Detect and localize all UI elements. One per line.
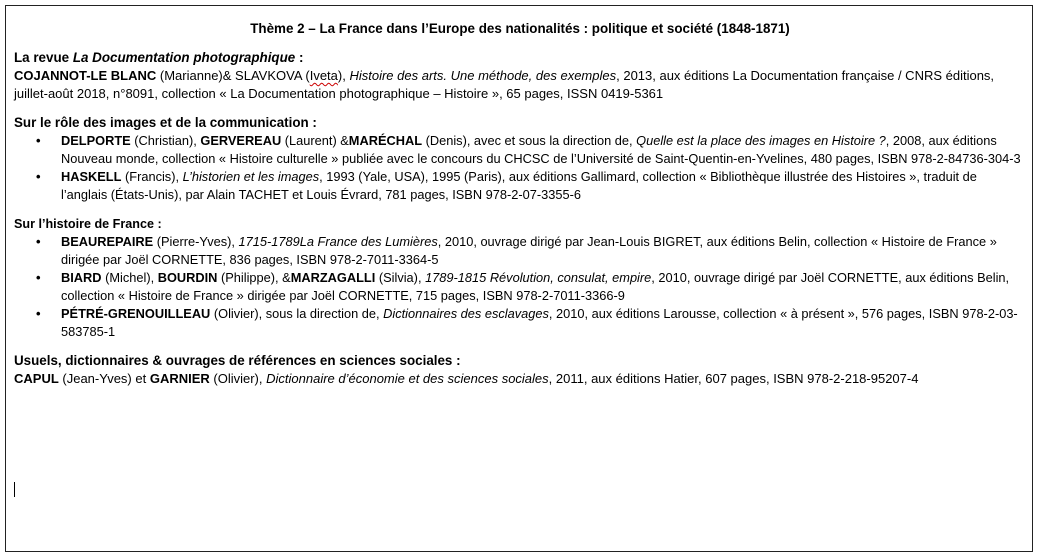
list-item <box>14 233 1026 269</box>
entry-details: , 2010, aux éditions Larousse, collection « à présent », 576 pages, ISBN 978-2-03-583785-1 <box>61 306 1018 339</box>
bullet-icon: • <box>36 133 41 148</box>
work-title: 1715-1789La France des Lumières <box>238 234 438 249</box>
work-title: 1789-1815 Révolution, consulat, empire <box>425 270 652 285</box>
work-title: Dictionnaire d’économie et des sciences sociales <box>266 371 549 386</box>
section-histoire <box>14 215 1026 341</box>
bullet-icon: • <box>36 234 41 249</box>
section-images <box>14 114 1026 204</box>
author-name: SLAVKOVA ( <box>235 68 310 83</box>
list-item <box>14 269 1026 305</box>
author-firstname: (Michel), <box>101 270 158 285</box>
section-heading-revue <box>14 49 1026 67</box>
entry-details: , 2011, aux éditions Hatier, 607 pages, ISBN 978-2-218-95207-4 <box>548 371 919 386</box>
bullet-icon: • <box>36 306 41 321</box>
heading-italic: La Documentation photographique <box>72 50 296 65</box>
author-name: COJANNOT-LE BLANC <box>14 68 157 83</box>
work-title: Dictionnaires des esclavages <box>383 306 549 321</box>
author-firstname: (Marianne) <box>156 68 223 83</box>
author-firstname: (Pierre-Yves), <box>153 234 239 249</box>
list-item <box>14 168 1026 204</box>
author-firstname: (Laurent) & <box>281 133 349 148</box>
bullet-icon: • <box>36 270 41 285</box>
bullet-list-images <box>14 132 1026 204</box>
author-firstname: (Denis), avec et sous la direction de, <box>422 133 637 148</box>
work-title: Histoire des arts. Une méthode, des exemples <box>349 68 617 83</box>
heading-suffix: : <box>295 50 304 65</box>
author-name: DELPORTE <box>61 133 131 148</box>
author-firstname: (Christian), <box>130 133 201 148</box>
author-firstname: (Silvia), <box>375 270 426 285</box>
heading-prefix: La revue <box>14 50 73 65</box>
list-item <box>14 305 1026 341</box>
author-firstname: (Jean-Yves) et <box>58 371 150 386</box>
entry-details: , 1993 (Yale, USA), 1995 (Paris), aux éditions Gallimard, collection « Bibliothèque illustrée des Histoires », traduit de l’anglais (États-Unis), par Alain TACHET et Louis Évrard, 781 pages, ISBN 978-2-07-3355-6 <box>61 169 977 202</box>
author-name: MARÉCHAL <box>348 133 423 148</box>
document-title: Thème 2 – La France dans l’Europe des nationalités : politique et société (1848-1871) <box>250 21 790 36</box>
author-name: GARNIER <box>149 371 210 386</box>
author-name: CAPUL <box>14 371 59 386</box>
author-name: BIARD <box>61 270 102 285</box>
author-firstname: (Olivier), sous la direction de, <box>210 306 384 321</box>
entry-details: , 2008, aux éditions Nouveau monde, collection « Histoire culturelle » publiée avec le concours du CHCSC de l’Université de Saint-Quentin-en-Yvelines, 480 pages, ISBN 978-2-84736-304-3 <box>61 133 1021 166</box>
text-cursor[interactable] <box>14 482 15 497</box>
section-usuels <box>14 352 1026 388</box>
section-heading-histoire: Sur l’histoire de France : <box>14 217 162 231</box>
author-name: MARZAGALLI <box>290 270 376 285</box>
list-item <box>14 132 1026 168</box>
work-title: Quelle est la place des images en Histoire ? <box>636 133 886 148</box>
ampersand: & <box>222 68 236 83</box>
entry-details: , 2013, aux éditions La Documentation française / CNRS éditions, juillet-août 2018, n°8091, collection « La Documentation photographique – Histoire », 65 pages, ISSN 0419-5361 <box>14 68 995 101</box>
author-name: GERVEREAU <box>200 133 282 148</box>
author-close: ), <box>337 68 350 83</box>
section-revue <box>14 49 1026 103</box>
author-firstname: (Olivier), <box>209 371 267 386</box>
section-heading-usuels: Usuels, dictionnaires & ouvrages de références en sciences sociales : <box>14 353 461 368</box>
entry-revue <box>14 67 1026 103</box>
section-heading-images: Sur le rôle des images et de la communication : <box>14 115 317 130</box>
author-firstname: (Francis), <box>121 169 183 184</box>
bullet-icon: • <box>36 169 41 184</box>
author-name: BOURDIN <box>157 270 218 285</box>
author-name: PÉTRÉ-GRENOUILLEAU <box>61 306 211 321</box>
entry-details: , 2010, ouvrage dirigé par Joël CORNETTE, aux éditions Belin, collection « Histoire de France » dirigée par Joël CORNETTE, 715 pages, ISBN 978-2-7011-3366-9 <box>61 270 1010 303</box>
author-firstname: (Philippe), & <box>217 270 291 285</box>
author-name: BEAUREPAIRE <box>61 234 154 249</box>
entry-details: , 2010, ouvrage dirigé par Jean-Louis BIGRET, aux éditions Belin, collection « Histoire de France » dirigée par Joël CORNETTE, 836 pages, ISBN 978-2-7011-3364-5 <box>61 234 997 267</box>
document-page[interactable] <box>5 5 1033 552</box>
bullet-list-histoire <box>14 233 1026 341</box>
author-name: HASKELL <box>61 169 122 184</box>
entry-usuels <box>14 370 1026 388</box>
work-title: L’historien et les images <box>182 169 320 184</box>
spellcheck-word: Iveta <box>309 68 338 83</box>
